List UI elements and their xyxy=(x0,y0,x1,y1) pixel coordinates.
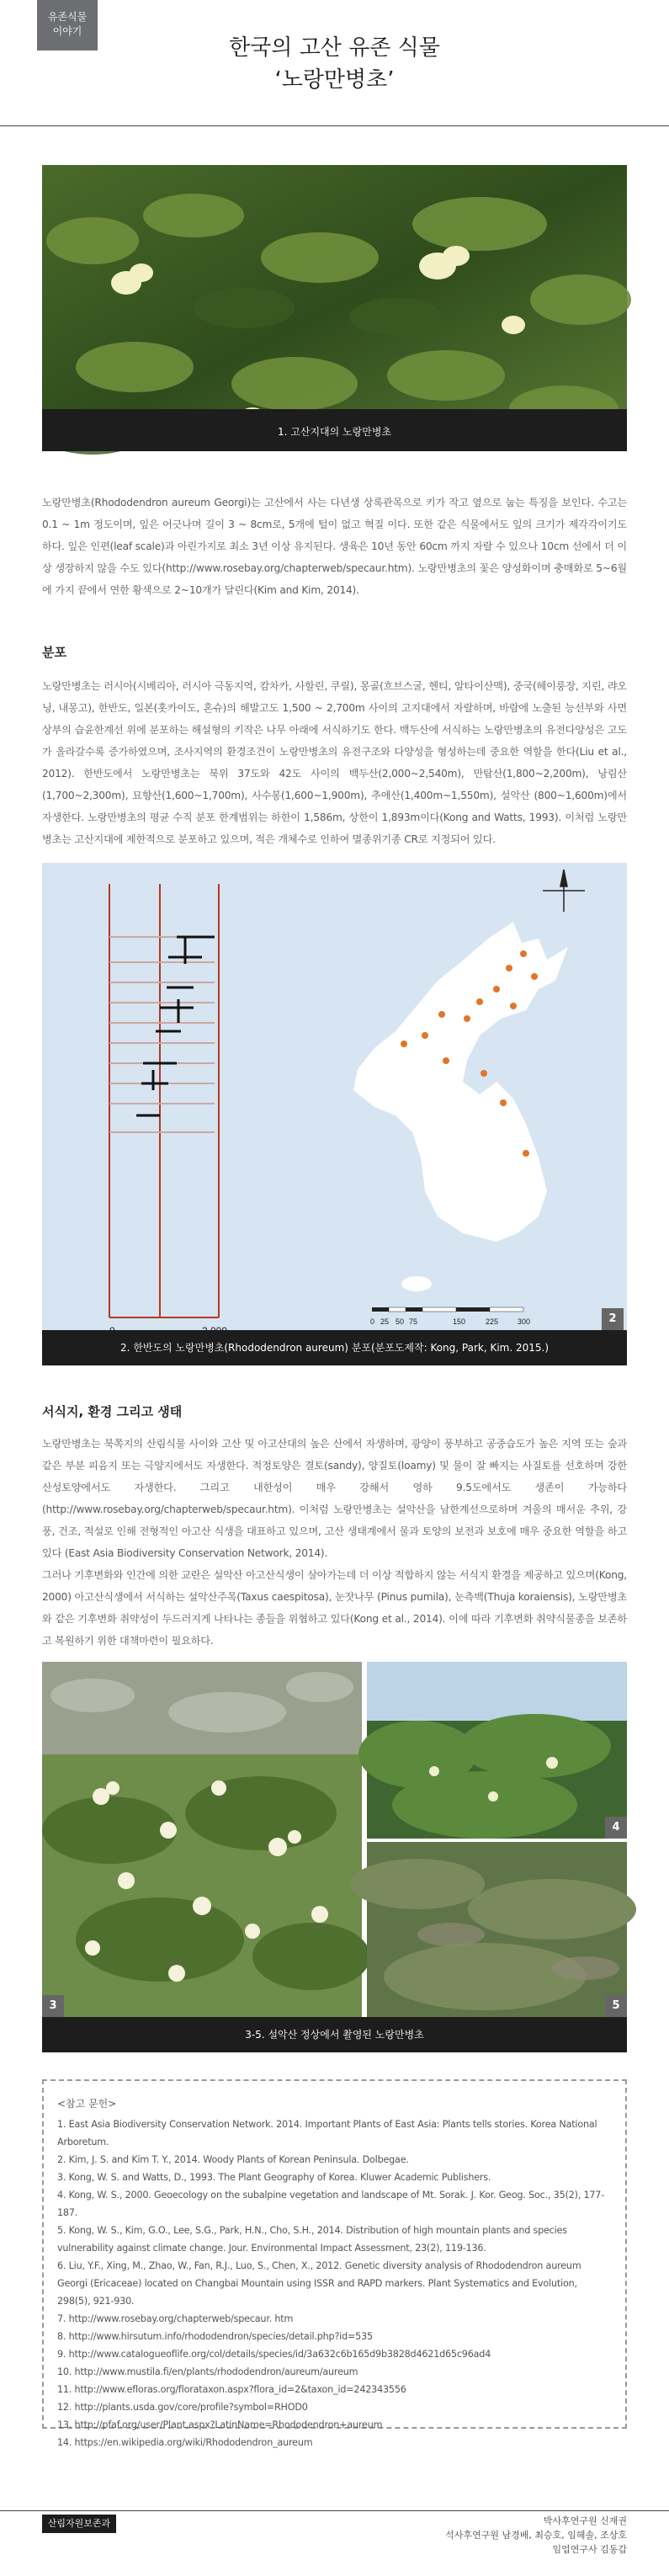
intro-paragraph: 노랑만병초(Rhododendron aureum Georgi)는 고산에서 사는 다년생 상록관목으로 키가 작고 옆으로 눕는 특징을 보인다. 수고는 0.1 ~ 1m 정도이며, 잎은 어긋나며 길이 3 ~ 8cm로, 5개에 털이 없고 혁질 이다. 또한 같은 식물에서도 잎의 크기가 제각각이기도 하다. 잎은 인편(leaf scale)과 아린가지로 최소 3년 이상 유지된다. 생육은 10년 동안 60cm 까지 자랄 수 있으나 10cm 선에서 더 이상 생장하지 않을 수도 있다(http://www.rosebay.org/chapterweb/specaur.htm). 노랑만병초의 꽃은 양성화이며 충매화로 5~6월에 가지 끝에서 연한 황색으로 2~10개가 달린다(Kim and Kim, 2014). xyxy=(42,497,627,596)
map-scale-label: 150 xyxy=(453,1317,466,1326)
photo1-caption: 1. 고산지대의 노랑만병초 xyxy=(278,426,391,438)
habitat-paragraph-2: 그러나 기후변화와 인간에 의한 교란은 설악산 아고산식생이 살아가는데 더 이상 적합하지 않는 서식지 환경을 제공하고 있으며(Kong, 2000) 아고산식생에서 서식하는 설악산주목(Taxus caespitosa), 눈잣나무 (Pinus pumila), 눈측백(Thuja koraiensis), 노랑만병초와 같은 기후변화 취약성이 두드러지게 나타나는 종들을 위협하고 있다(Kong et al., 2014). 이에 따라 기후변화 취약식물종을 보존하고 복원하기 위한 대책마련이 필요하다. xyxy=(42,1569,627,1647)
category-tag-line2: 이야기 xyxy=(52,25,82,37)
photo-4-shrubs xyxy=(367,1662,627,1839)
page-title-line1: 한국의 고산 유존 식물 xyxy=(229,35,440,61)
map-scale-bar xyxy=(370,1307,530,1326)
figure2-number-badge: 2 xyxy=(602,1308,624,1330)
reference-link[interactable]: 8. http://www.hirsutum.info/rhododendron/species/detail.php?id=535 xyxy=(57,2331,373,2342)
figure2-caption: 2. 한반도의 노랑만병초(Rhododendron aureum) 분포(분포도제작: Kong, Park, Kim. 2015.) xyxy=(42,1330,627,1365)
photo5-number-badge: 5 xyxy=(605,1995,627,2017)
reference-item: 2. Kim, J. S. and Kim T. Y., 2014. Woody Plants of Korean Peninsula. Dolbegae. xyxy=(57,2154,409,2165)
photo-3-image xyxy=(42,1662,362,2017)
reference-link[interactable]: 11. http://www.efloras.org/florataxon.aspx?flora_id=2&taxon_id=242343556 xyxy=(57,2384,406,2395)
reference-item: 1. East Asia Biodiversity Conservation Network. 2014. Important Plants of East Asia: Plants tells stories. Korea National Arboretum. xyxy=(57,2119,597,2148)
header-divider xyxy=(0,125,669,126)
map-scale-label: 50 xyxy=(396,1317,405,1326)
photo-3-flowers xyxy=(42,1662,362,2017)
distribution-paragraph: 노랑만병초는 러시아(시베리아, 러시아 극동지역, 캄차카, 사할린, 쿠릴), 몽골(흐브스굴, 헨티, 알타이산맥), 중국(헤이룽장, 지린, 랴오닝, 내몽고), 한반도, 일본(홋카이도, 혼슈)의 해발고도 1,500 ~ 2,700m 사이의 고지대에서 자랄하며, 바람에 노출된 능선부와 사면상부의 습윤한계선 위에 분포하는 해설형의 키작은 나무 아래에 서식하기도 한다. 백두산에 서식하는 노랑만병초의 유전다양성은 고도가 올라갈수록 증가하였으며, 조사지역의 환경조건이 노랑만병초의 유전구조와 다양성을 형성하는데 중요한 역할을 한다(Liu et al., 2012). 한반도에서 노랑만병초는 북위 37도와 42도 사이의 백두산(2,000~2,540m), 만탑산(1,800~2,200m), 낭림산(1,700~2,300m), 묘향산(1,600~1,700m), 사수봉(1,600~1,900m), 추애산(1,400m~1,550m), 설악산 (800~1,600m)에서 자생한다. 노랑만병초의 평균 수직 분포 한계범위는 하한이 1,586m, 상한이 1,893m이다(Kong and Watts, 1993). 이처럼 노랑만병초는 고산지대에 제한적으로 분포하고 있으며, 적은 개체수로 인하여 멸종위기종 CR로 지정되어 있다. xyxy=(42,680,627,845)
map-scale-label: 300 xyxy=(518,1317,531,1326)
map-scale-label: 25 xyxy=(380,1317,390,1326)
author-line: 석사후연구원 남경배, 최승호, 임혜솔, 조상호 xyxy=(445,2530,627,2541)
author-line: 임업연구사 김동갑 xyxy=(552,2544,627,2555)
reference-item: 4. Kong, W. S., 2000. Geoecology on the subalpine vegetation and landscape of Mt. Sorak. J. Kor. Geog. Soc., 35(2), 177-187. xyxy=(57,2190,605,2218)
habitat-paragraph-1: 노랑만병초는 북쪽지의 산림식물 사이와 고산 및 아고산대의 높은 산에서 자생하며, 광양이 풍부하고 공중습도가 높은 지역 또는 숲과 같은 부분 피음지 또는 극양지에서도 자생한다. 적정토양은 결토(sandy), 양질토(loamy) 및 물이 잘 빠지는 사질토를 선호하며 강한 산성토양에서도 자생한다. 그리고 내한성이 매우 강해서 영하 9.5도에서도 생존이 가능하다(http://www.rosebay.org/chapterweb/specaur.htm). 이처럼 노랑만병초는 설악산을 남한계선으로하며 겨울의 매서운 추위, 강풍, 건조, 적설로 인해 전형적인 아고산 식생을 대표하고 있으며, 고산 생태계에서 물과 토양의 보전과 보호에 매우 중요한 역할을 하고 있다 (East Asia Biodiversity Conservation Network, 2014). xyxy=(42,1438,627,1559)
references-title: <참고 문헌> xyxy=(57,2098,117,2110)
photo-alpine-image xyxy=(42,165,627,451)
distribution-heading: 분포 xyxy=(42,645,66,660)
compass-rose-icon xyxy=(543,870,585,912)
page-header xyxy=(0,0,669,126)
references-box xyxy=(42,2079,627,2448)
page-title xyxy=(0,32,669,96)
reference-link[interactable]: 10. http://www.mustila.fi/en/plants/rhododendron/aureum/aureum xyxy=(57,2366,358,2377)
photos345-caption: 3-5. 설악산 정상에서 촬영된 노랑만병초 xyxy=(42,2017,627,2052)
category-tag-line1: 유존식물 xyxy=(47,11,88,23)
reference-link[interactable]: 12. http://plants.usda.gov/core/profile?symbol=RHOD0 xyxy=(57,2402,308,2413)
distribution-map-figure xyxy=(42,863,627,1330)
photo-5-slope xyxy=(367,1842,627,2017)
footer-divider xyxy=(0,2510,669,2511)
reference-link[interactable]: 14. https://en.wikipedia.org/wiki/Rhododendron_aureum xyxy=(57,2437,313,2448)
altitude-chart xyxy=(109,884,227,1337)
reference-link[interactable]: 13. http://pfaf.org/user/Plant.aspx?LatinName=Rhododendron+aureum xyxy=(57,2419,383,2430)
map-scale-label: 75 xyxy=(409,1317,418,1326)
photo3-number-badge: 3 xyxy=(42,1995,64,2017)
authors-block xyxy=(445,2514,627,2557)
reference-item: 6. Liu, Y.F., Xing, M., Zhao, W., Fan, R.J., Luo, S., Chen, X., 2012. Genetic diversity analysis of Rhododendron aureum Georgi (Ericaceae) located on Changbai Mountain using ISSR and RAPD markers. Plant Systematics and Evolution, 298(5), 921-930. xyxy=(57,2260,581,2307)
photo-4-image xyxy=(367,1662,627,1839)
distribution-map-graphic xyxy=(42,863,627,1330)
map-scale-label: 0 xyxy=(370,1317,375,1326)
department-badge: 산림자원보존과 xyxy=(42,2515,116,2533)
reference-item: 5. Kong, W. S., Kim, G.O., Lee, S.G., Park, H.N., Cho, S.H., 2014. Distribution of high mountain plants and species vulnerability against climate change. Jour. Environmental Impact Assessment, 23(2), 119-136. xyxy=(57,2225,567,2254)
peninsula-map xyxy=(353,922,568,1291)
photo-5-image xyxy=(367,1842,627,2017)
photo-alpine-rhododendron xyxy=(42,165,627,451)
map-scale-label: 225 xyxy=(486,1317,499,1326)
photo4-number-badge: 4 xyxy=(605,1817,627,1839)
page-title-line2: ‘노랑만병초’ xyxy=(274,67,395,93)
reference-link[interactable]: 7. http://www.rosebay.org/chapterweb/specaur. htm xyxy=(57,2313,294,2324)
habitat-heading: 서식지, 환경 그리고 생태 xyxy=(42,1404,183,1419)
reference-link[interactable]: 9. http://www.catalogueoflife.org/col/details/species/id/3a632c6b165d9b3828d4621d65c96ad4 xyxy=(57,2349,491,2360)
author-line: 박사후연구원 신재권 xyxy=(543,2515,627,2526)
reference-item: 3. Kong, W. S. and Watts, D., 1993. The Plant Geography of Korea. Kluwer Academic Publishers. xyxy=(57,2172,491,2183)
